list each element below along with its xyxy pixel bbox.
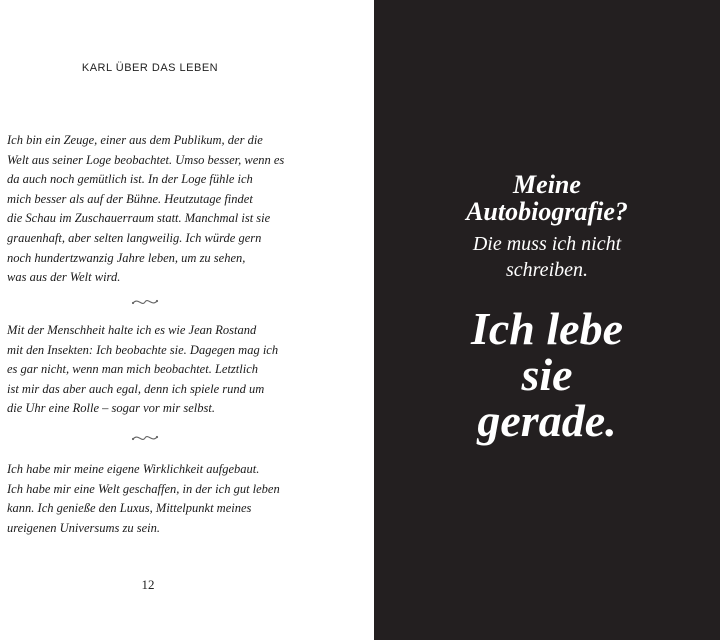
paragraph-1: [7, 131, 284, 288]
text-line: da auch noch gemütlich ist. In der Loge fühle ich: [7, 172, 253, 187]
quote-emphasis-line: gerade.: [477, 395, 617, 446]
text-line: ist mir das aber auch egal, denn ich spiele rund um: [7, 381, 265, 396]
text-line: Welt aus seiner Loge beobachtet. Umso besser, wenn es: [7, 152, 285, 167]
text-line: die Uhr eine Rolle – sogar vor mir selbst.: [7, 401, 215, 416]
page-number: 12: [141, 577, 155, 592]
quote-sub-line: schreiben.: [505, 259, 588, 281]
quote-heading-line: Autobiografie?: [466, 197, 628, 226]
text-line: Ich habe mir eine Welt geschaffen, in der ich gut leben: [7, 481, 280, 496]
quote-sub-line: Die muss ich nicht: [472, 233, 622, 255]
text-line: die Schau im Zuschauerraum statt. Manchmal ist sie: [7, 211, 271, 226]
right-page: [374, 0, 720, 640]
text-line: kann. Ich genieße den Luxus, Mittelpunkt meines: [7, 501, 252, 516]
text-line: es gar nicht, wenn man mich beobachtet. Letztlich: [7, 362, 259, 377]
flourish-ornament-icon: [130, 432, 160, 444]
paragraph-2: [7, 321, 278, 419]
text-line: Ich bin ein Zeuge, einer aus dem Publikum, der die: [7, 133, 263, 147]
flourish-ornament-icon: [130, 296, 160, 308]
paragraph-3: [7, 460, 280, 538]
text-line: noch hundertzwanzig Jahre leben, um zu sehen,: [7, 250, 246, 265]
quote-heading-line: Meine: [513, 170, 581, 199]
text-line: Mit der Menschheit halte ich es wie Jean Rostand: [7, 323, 257, 337]
text-line: mich besser als auf der Bühne. Heutzutage findet: [7, 191, 253, 206]
text-line: grauenhaft, aber selten langweilig. Ich würde gern: [7, 230, 262, 245]
text-line: ureigenen Universums zu sein.: [7, 520, 160, 535]
text-line: was aus der Welt wird.: [7, 270, 121, 285]
quote-emphasis-line: sie: [521, 349, 573, 400]
quote-emphasis-line: Ich lebe: [470, 303, 623, 354]
text-line: mit den Insekten: Ich beobachte sie. Dagegen mag ich: [7, 342, 279, 357]
text-line: Ich habe mir meine eigene Wirklichkeit aufgebaut.: [7, 462, 260, 476]
running-head: KARL ÜBER DAS LEBEN: [81, 62, 219, 74]
